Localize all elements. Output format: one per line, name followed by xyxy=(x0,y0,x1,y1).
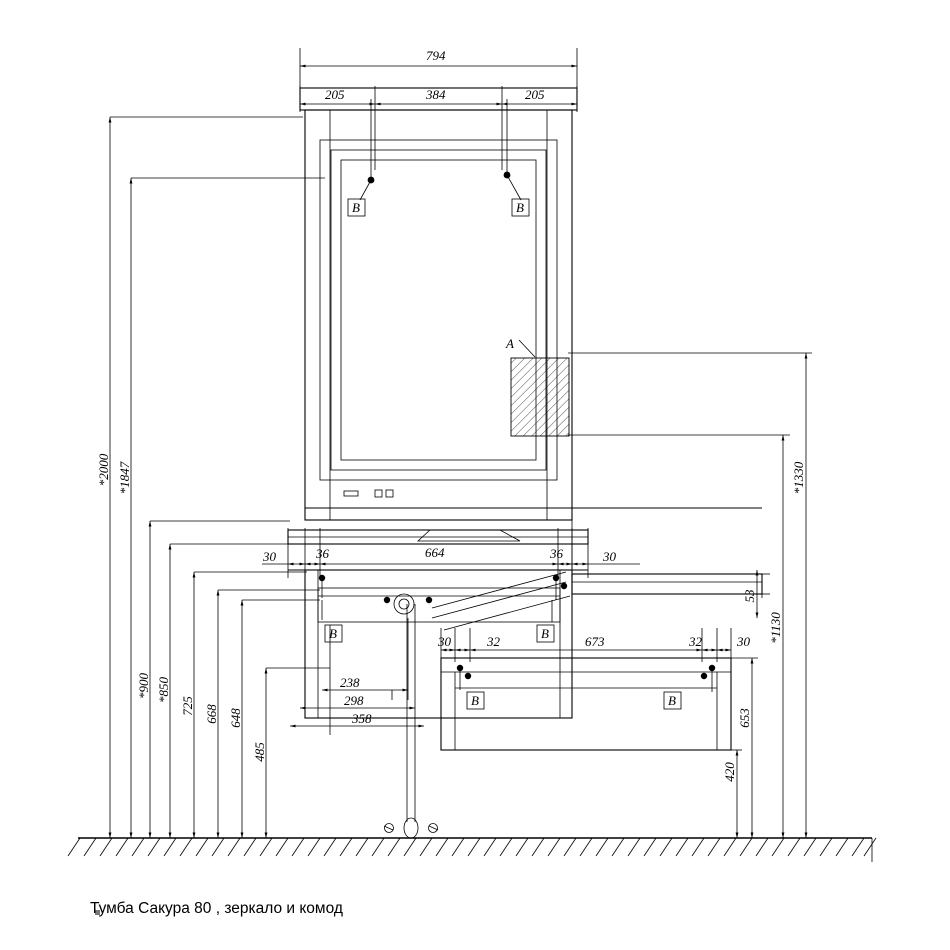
dimension-420 xyxy=(722,750,742,838)
dim-205-right: 205 xyxy=(525,87,545,102)
mount-point-mirror-right xyxy=(504,99,521,200)
dim-1847: *1847 xyxy=(117,461,132,495)
mirror-cabinet xyxy=(300,88,577,520)
dim-850: *850 xyxy=(156,677,171,703)
dimension-725 xyxy=(180,572,307,838)
dim-725: 725 xyxy=(180,696,195,716)
dim-30-chest-right: 30 xyxy=(737,634,750,649)
chest-of-drawers xyxy=(441,658,731,750)
dim-205-left: 205 xyxy=(325,87,345,102)
label-a: А xyxy=(506,336,514,351)
caption-text: Тумба Сакура 80 , зеркало и комод xyxy=(90,900,343,917)
dim-1130: *1130 xyxy=(768,612,783,644)
dim-668: 668 xyxy=(204,704,219,724)
dim-2000: *2000 xyxy=(96,453,111,487)
mount-point-mirror-left xyxy=(360,99,374,200)
label-b-vanity-left: В xyxy=(329,626,337,641)
label-b-vanity-right: В xyxy=(541,626,549,641)
dim-32-chest-left: 32 xyxy=(487,634,500,649)
dimension-1330 xyxy=(568,353,812,838)
dimension-1847 xyxy=(117,178,325,838)
dimension-668 xyxy=(204,590,320,838)
dim-653: 653 xyxy=(737,708,752,728)
dim-30-right: 30 xyxy=(603,549,616,564)
dimension-850 xyxy=(156,544,290,838)
dim-648: 648 xyxy=(228,708,243,728)
dim-900: *900 xyxy=(136,673,151,699)
dimension-794 xyxy=(300,48,577,90)
dimension-row-chest xyxy=(437,628,751,662)
floor-line xyxy=(68,838,876,856)
dimension-row-205-384-205 xyxy=(300,86,577,170)
label-b-chest-right: В xyxy=(668,693,676,708)
label-b-mirror-left: В xyxy=(352,200,360,215)
mount-point-chest-left xyxy=(457,665,471,690)
dim-30-left: 30 xyxy=(263,549,276,564)
dimension-53 xyxy=(742,570,770,618)
dim-238: 238 xyxy=(340,675,360,690)
dim-794: 794 xyxy=(426,48,446,63)
dimension-648 xyxy=(228,600,320,838)
dim-32-chest-right: 32 xyxy=(689,634,702,649)
part-a-block xyxy=(505,336,569,436)
label-b-mirror-right: В xyxy=(516,200,524,215)
dim-36-left: 36 xyxy=(316,546,329,561)
dim-664: 664 xyxy=(425,545,445,560)
dim-384: 384 xyxy=(426,87,446,102)
dim-485: 485 xyxy=(252,742,267,762)
dim-1330: *1330 xyxy=(791,461,806,495)
dim-298: 298 xyxy=(344,693,364,708)
dim-420: 420 xyxy=(722,762,737,782)
dim-53: 53 xyxy=(742,589,757,603)
label-b-chest-left: В xyxy=(471,693,479,708)
dimension-653 xyxy=(731,658,758,838)
dim-36-right: 36 xyxy=(550,546,563,561)
dim-30-chest-left: 30 xyxy=(438,634,451,649)
dim-358: 358 xyxy=(352,711,372,726)
vanity-unit xyxy=(288,530,588,838)
dim-673: 673 xyxy=(585,634,605,649)
